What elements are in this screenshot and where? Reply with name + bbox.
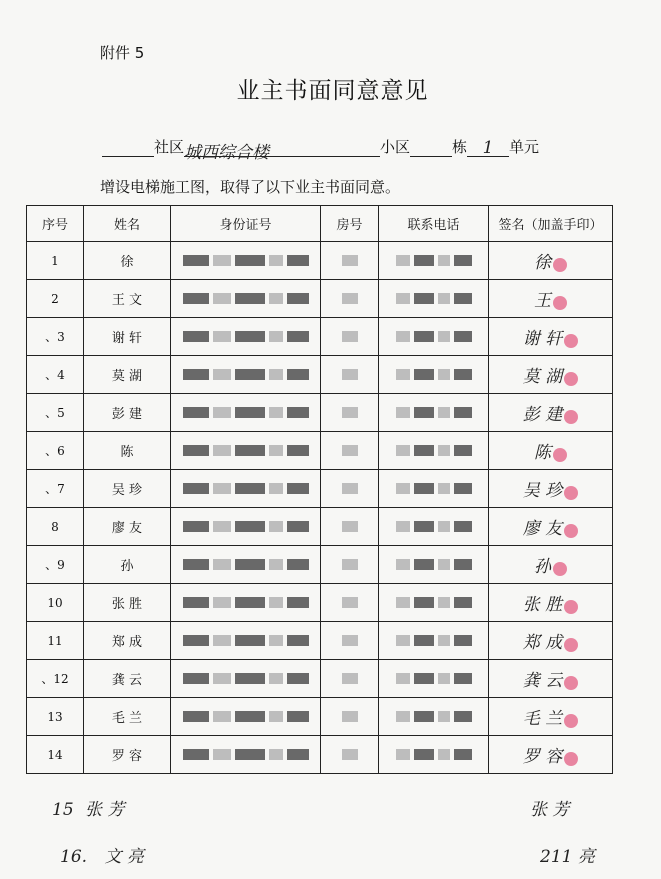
redaction-block [414,521,434,532]
row-room-redacted [321,584,379,622]
row-no: 13 [27,698,84,736]
row-name: 莫 湖 [84,356,171,394]
redaction-block [396,369,410,380]
redaction-block [396,483,410,494]
redaction-block [269,331,283,342]
redaction-block [454,711,472,722]
handwritten-signature: 王 [534,291,551,311]
consent-table-wrapper [26,205,618,855]
row-id-redacted [171,698,321,736]
row-name: 郑 成 [84,622,171,660]
row-name: 吴 珍 [84,470,171,508]
handwritten-no: 15 [52,800,74,820]
table-row [27,508,613,546]
redaction-block [183,559,209,570]
row-room-redacted [321,394,379,432]
fingerprint-stamp [564,524,578,538]
row-no: 、3 [27,318,84,356]
row-name: 廖 友 [84,508,171,546]
redaction-block [235,559,265,570]
redaction-block [342,445,358,456]
redaction-block [342,407,358,418]
redaction-block [235,407,265,418]
row-no: 、7 [27,470,84,508]
row-signature [489,318,613,356]
row-room-redacted [321,508,379,546]
redaction-block [396,445,410,456]
row-id-redacted [171,508,321,546]
redaction-block [269,635,283,646]
row-signature [489,698,613,736]
redaction-block [438,293,450,304]
redaction-block [183,369,209,380]
redaction-block [454,749,472,760]
redaction-block [454,483,472,494]
handwritten-row-15 [52,795,124,820]
redaction-block [213,293,231,304]
redaction-block [414,255,434,266]
redaction-block [269,369,283,380]
handwritten-signature: 吴 珍 [522,481,563,501]
table-row [27,736,613,774]
row-phone-redacted [379,508,489,546]
row-name: 陈 [84,432,171,470]
consent-table [26,205,613,774]
redaction-block [414,293,434,304]
redaction-block [396,293,410,304]
redaction-block [396,331,410,342]
table-row [27,622,613,660]
redaction-block [287,483,309,494]
redaction-block [342,673,358,684]
redaction-block [454,635,472,646]
unit-label: 单元 [509,138,540,156]
redaction-block [396,559,410,570]
row-phone-redacted [379,318,489,356]
handwritten-signature: 张 胜 [522,595,563,615]
handwritten-signature: 谢 轩 [522,329,563,349]
building-blank [467,138,509,157]
district-blank [410,138,452,157]
row-name: 孙 [84,546,171,584]
row-room-redacted [321,470,379,508]
redaction-block [235,711,265,722]
row-phone-redacted [379,432,489,470]
redaction-block [183,255,209,266]
row-name: 彭 建 [84,394,171,432]
table-row [27,356,613,394]
attachment-label: 附件 5 [100,44,145,62]
row-phone-redacted [379,546,489,584]
redaction-block [287,711,309,722]
row-name: 王 文 [84,280,171,318]
handwritten-name: 张 芳 [85,800,125,820]
handwritten-signature: 陈 [534,443,551,463]
table-header-row [27,206,613,242]
building-value: 1 [482,138,494,158]
location-line [102,136,540,163]
row-name: 毛 兰 [84,698,171,736]
building-label: 栋 [452,138,468,156]
table-row [27,584,613,622]
row-room-redacted [321,736,379,774]
redaction-block [183,673,209,684]
redaction-block [414,483,434,494]
redaction-block [213,255,231,266]
redaction-block [183,635,209,646]
redaction-block [414,597,434,608]
redaction-block [287,559,309,570]
row-name: 罗 容 [84,736,171,774]
redaction-block [287,521,309,532]
row-room-redacted [321,432,379,470]
table-row [27,318,613,356]
redaction-block [438,597,450,608]
fingerprint-stamp [553,562,567,576]
handwritten-signature: 罗 容 [522,747,563,767]
district-label: 小区 [380,138,411,156]
row-id-redacted [171,622,321,660]
row-phone-redacted [379,394,489,432]
redaction-block [213,597,231,608]
redaction-block [235,369,265,380]
redaction-block [235,597,265,608]
row-id-redacted [171,394,321,432]
redaction-block [414,559,434,570]
redaction-block [438,255,450,266]
redaction-block [213,749,231,760]
redaction-block [342,597,358,608]
handwritten-signature: 莫 湖 [522,367,563,387]
redaction-block [438,521,450,532]
redaction-block [342,369,358,380]
redaction-block [183,711,209,722]
redaction-block [269,673,283,684]
redaction-block [213,673,231,684]
row-signature [489,470,613,508]
redaction-block [414,711,434,722]
handwritten-sig-15: 张 芳 [530,800,570,820]
redaction-block [414,635,434,646]
handwritten-signature: 彭 建 [522,405,563,425]
row-phone-redacted [379,660,489,698]
fingerprint-stamp [564,486,578,500]
table-row [27,546,613,584]
handwritten-row-16 [60,842,144,867]
header-id: 身份证号 [171,206,321,242]
row-no: 、6 [27,432,84,470]
redaction-block [213,559,231,570]
fingerprint-stamp [553,258,567,272]
redaction-block [287,597,309,608]
row-phone-redacted [379,280,489,318]
redaction-block [183,445,209,456]
redaction-block [414,331,434,342]
redaction-block [183,521,209,532]
table-row [27,242,613,280]
handwritten-signature: 徐 [534,253,551,273]
redaction-block [235,483,265,494]
row-signature [489,736,613,774]
row-name: 徐 [84,242,171,280]
redaction-block [396,673,410,684]
redaction-block [287,635,309,646]
redaction-block [287,255,309,266]
redaction-block [269,483,283,494]
handwritten-signature: 郑 成 [522,633,563,653]
fingerprint-stamp [564,676,578,690]
fingerprint-stamp [564,752,578,766]
redaction-block [342,331,358,342]
row-id-redacted [171,546,321,584]
row-no: 2 [27,280,84,318]
table-row [27,698,613,736]
redaction-block [342,521,358,532]
redaction-block [454,255,472,266]
redaction-block [342,483,358,494]
handwritten-signature: 毛 兰 [522,709,563,729]
handwritten-name: 文 亮 [104,847,144,867]
row-phone-redacted [379,622,489,660]
row-phone-redacted [379,736,489,774]
row-no: 、4 [27,356,84,394]
row-no: 11 [27,622,84,660]
redaction-block [454,559,472,570]
fingerprint-stamp [564,600,578,614]
redaction-block [342,293,358,304]
redaction-block [269,255,283,266]
header-no: 序号 [27,206,84,242]
redaction-block [269,445,283,456]
row-id-redacted [171,356,321,394]
header-name: 姓名 [84,206,171,242]
table-row [27,432,613,470]
redaction-block [183,483,209,494]
row-phone-redacted [379,242,489,280]
handwritten-signature: 孙 [534,557,551,577]
redaction-block [235,749,265,760]
redaction-block [396,749,410,760]
redaction-block [396,521,410,532]
row-name: 张 胜 [84,584,171,622]
redaction-block [396,597,410,608]
row-signature [489,546,613,584]
redaction-block [287,407,309,418]
row-id-redacted [171,318,321,356]
row-signature [489,394,613,432]
community-value: 城西综合楼 [184,143,270,163]
row-id-redacted [171,242,321,280]
table-row [27,660,613,698]
page-title: 业主书面同意意见 [236,78,429,104]
row-no: 1 [27,242,84,280]
fingerprint-stamp [564,714,578,728]
redaction-block [438,635,450,646]
redaction-block [454,521,472,532]
redaction-block [183,749,209,760]
handwritten-sig-16: 211 亮 [540,847,595,867]
row-no: 8 [27,508,84,546]
row-room-redacted [321,242,379,280]
redaction-block [183,597,209,608]
redaction-block [213,711,231,722]
redaction-block [438,749,450,760]
redaction-block [454,331,472,342]
redaction-block [213,369,231,380]
row-signature [489,622,613,660]
row-no: 、5 [27,394,84,432]
fingerprint-stamp [564,638,578,652]
redaction-block [396,255,410,266]
redaction-block [183,293,209,304]
row-phone-redacted [379,470,489,508]
redaction-block [269,711,283,722]
fingerprint-stamp [564,334,578,348]
row-signature [489,432,613,470]
row-phone-redacted [379,584,489,622]
redaction-block [235,445,265,456]
row-phone-redacted [379,698,489,736]
redaction-block [438,711,450,722]
row-id-redacted [171,736,321,774]
redaction-block [438,331,450,342]
redaction-block [342,255,358,266]
row-room-redacted [321,660,379,698]
redaction-block [454,407,472,418]
redaction-block [235,331,265,342]
redaction-block [438,407,450,418]
fingerprint-stamp [564,410,578,424]
row-no: 14 [27,736,84,774]
row-room-redacted [321,318,379,356]
row-name: 谢 轩 [84,318,171,356]
fingerprint-stamp [553,448,567,462]
fingerprint-stamp [553,296,567,310]
redaction-block [454,369,472,380]
redaction-block [396,635,410,646]
redaction-block [287,369,309,380]
redaction-block [235,255,265,266]
redaction-block [235,521,265,532]
row-no: 10 [27,584,84,622]
row-phone-redacted [379,356,489,394]
row-id-redacted [171,470,321,508]
row-room-redacted [321,698,379,736]
handwritten-signature: 龚 云 [522,671,563,691]
redaction-block [269,293,283,304]
redaction-block [287,445,309,456]
header-room: 房号 [321,206,379,242]
header-phone: 联系电话 [379,206,489,242]
redaction-block [342,749,358,760]
redaction-block [235,635,265,646]
handwritten-signature: 廖 友 [522,519,563,539]
redaction-block [287,673,309,684]
redaction-block [438,559,450,570]
redaction-block [454,445,472,456]
consent-statement: 增设电梯施工图，取得了以下业主书面同意。 [100,178,401,196]
redaction-block [269,521,283,532]
row-id-redacted [171,584,321,622]
redaction-block [414,673,434,684]
row-signature [489,280,613,318]
row-signature [489,660,613,698]
header-signature: 签名（加盖手印） [489,206,613,242]
redaction-block [438,369,450,380]
redaction-block [213,521,231,532]
redaction-block [342,559,358,570]
row-signature [489,584,613,622]
row-room-redacted [321,546,379,584]
redaction-block [438,445,450,456]
redaction-block [235,293,265,304]
fingerprint-stamp [564,372,578,386]
row-no: 、12 [27,660,84,698]
row-room-redacted [321,356,379,394]
community-label: 社区 [154,138,185,156]
redaction-block [183,407,209,418]
redaction-block [438,673,450,684]
redaction-block [438,483,450,494]
row-room-redacted [321,622,379,660]
redaction-block [396,711,410,722]
redaction-block [213,331,231,342]
redaction-block [342,711,358,722]
row-signature [489,356,613,394]
redaction-block [235,673,265,684]
redaction-block [414,445,434,456]
redaction-block [414,369,434,380]
handwritten-no: 16. [60,847,88,867]
row-id-redacted [171,660,321,698]
redaction-block [269,749,283,760]
redaction-block [287,331,309,342]
redaction-block [269,597,283,608]
row-name: 龚 云 [84,660,171,698]
redaction-block [414,749,434,760]
redaction-block [213,407,231,418]
redaction-block [454,597,472,608]
row-no: 、9 [27,546,84,584]
redaction-block [213,635,231,646]
redaction-block [454,673,472,684]
table-row [27,394,613,432]
redaction-block [183,331,209,342]
redaction-block [287,293,309,304]
table-row [27,280,613,318]
redaction-block [414,407,434,418]
row-signature [489,242,613,280]
redaction-block [213,445,231,456]
redaction-block [269,559,283,570]
community-blank [184,138,380,163]
redaction-block [454,293,472,304]
redaction-block [396,407,410,418]
row-signature [489,508,613,546]
table-row [27,470,613,508]
row-id-redacted [171,432,321,470]
row-id-redacted [171,280,321,318]
redaction-block [287,749,309,760]
blank-prefix [102,138,154,157]
row-room-redacted [321,280,379,318]
redaction-block [342,635,358,646]
redaction-block [269,407,283,418]
redaction-block [213,483,231,494]
